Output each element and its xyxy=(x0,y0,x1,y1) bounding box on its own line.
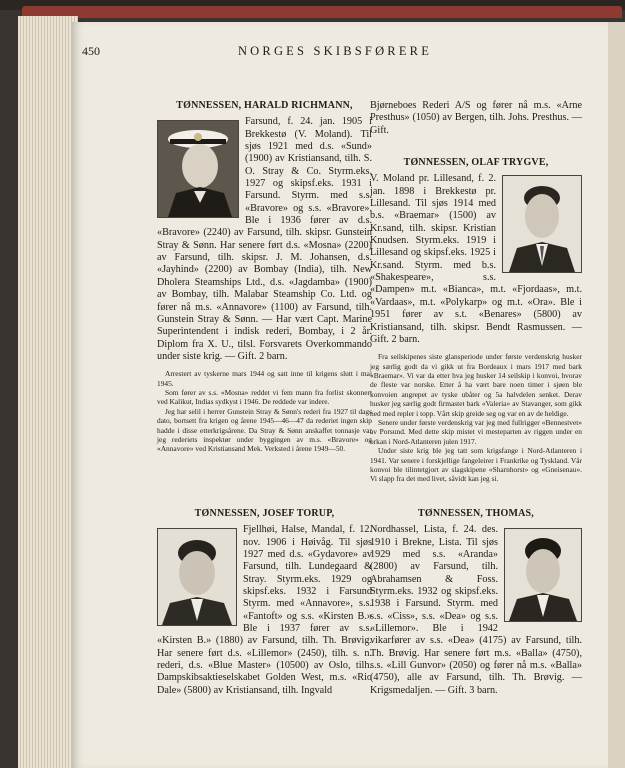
note: Senere under første verdenskrig var jeg med fullrigger «Bennestvet» av Porsund. Med dette skip mistet vi mesteparten av riggen under en orkan i Nord-Atlanteren julen 1917. xyxy=(370,418,582,446)
note: Under siste krig ble jeg tatt som krigsfange i Nord-Atlanteren i 1941. Var senere i forskjellige fangeleirer i Frankrike og Tyskland. Vår konvoi ble tilintetgjort av slagskipene «Sharnhorst» og «Gneisenau». Vi slapp fra det med livet, såvidt kan jeg si. xyxy=(370,446,582,484)
book-right-edge xyxy=(608,22,625,768)
entry-body-wrap xyxy=(157,116,372,363)
entry-thomas xyxy=(370,508,582,697)
entry-heading: TØNNESSEN, THOMAS, xyxy=(418,508,534,519)
page-edges xyxy=(18,16,78,768)
portrait-photo xyxy=(502,175,582,273)
entry-olaf xyxy=(370,100,582,484)
entry-heading: TØNNESSEN, HARALD RICHMANN, xyxy=(176,100,353,111)
entry-josef xyxy=(157,508,372,697)
entry-heading: TØNNESSEN, JOSEF TORUP, xyxy=(194,508,335,519)
note: Jeg har selil i herrer Gunstein Stray & Sønn's rederi fra 1927 til dags dato, bortsett fra krigen og årene 1945—46—47 da rederiet ingen skip hadde i disse etterkrigsårene. Da Stray & Sønn anskaffet tonnasje var jeg rederiets inspektør under byggingen av m.s. «Bravore» og «Annavore» ved Kristiansand Mek. Verksted i årene 1949—50. xyxy=(157,406,372,454)
entry-text: V. Moland pr. Lillesand, f. 2. jan. 1898 i Brekkestø pr. Lillesand. Til sjøs 1914 med b.s. «Braemar» (1500) av Kr.sand, tilh. skipsr. Kristian Knudsen. Styrm.eks. 1919 i Lillesand og skipsf.eks. 1925 i Kr.sand. Styrm. med b.s. «Shakespeare», s.s. «Dampen» m.t. «Bianca», m.t. «Fjordaas», m.t. «Vardaas», m.t. «Polykarp» og m.t. «Ora». Ble i 1951 fører av s.t. «Benares» (5800) av Kristiansand, tilh. skipsr. Bendt Rasmussen. — Gift. 2 barn. xyxy=(370,173,582,345)
entry-text: Fjellhøi, Halse, Mandal, f. 12. nov. 1906 i Høivåg. Til sjøs 1927 med d.s. «Gydavore» av Farsund, tilh. Lundegaard & Stray. Styrm.eks. 1929 og skipsf.eks. 1932 i Farsund Styrm. med «Annavore», s.s. «Fantoft» og s.s. «Kirsten B.» Ble i 1937 fører av s.s. «Kirsten B.» (1880) av Farsund, tilh. Th. Brøvig. Har senere ført d.s. «Lillemor» (2450), tilh. s. n. rederi, d.s. «Blue Master» (10500) av Oslo, tilh. Dampskibsaktieselskabet Golden West, m.s. «Rio Dale» (5800) av Kristiansand, tilh. Ingvald xyxy=(157,524,372,696)
entry-notes xyxy=(370,352,582,484)
portrait-photo xyxy=(157,120,239,218)
entry-notes xyxy=(157,369,372,454)
portrait-photo xyxy=(504,528,582,622)
entry-harald xyxy=(157,100,372,454)
note: Som fører av s.s. «Mosna» reddet vi fem mann fra forlist skonnert ved Kalikut, Indias sydkyst i 1946. De reddede var indere. xyxy=(157,388,372,407)
entry-heading: TØNNESSEN, OLAF TRYGVE, xyxy=(403,157,549,169)
note: Fra seilskipenes siste glansperiode under første verdenskrig husker jeg særlig godt da vi gikk ut fra Bordeaux i mars 1917 med bark «Braemar». Vi var da etter hva jeg husker 14 seilskip i konvoi, hvorav de fleste var norske. Etter å ha vært bare noen timer i sjøen ble konvoien angrepet av tyske ubåter og 5a halvdelen senket. Derav husker jeg særlig godt firmastet bark «Valeria» av Stavanger, som gikk ned med repler i topp. Vårt skip greide seg og var en av de heldige. xyxy=(370,352,582,418)
running-head: NORGES SKIBSFØRERE xyxy=(237,44,433,58)
portrait-photo xyxy=(157,528,237,626)
entry-text: Nordhassel, Lista, f. 24. des. 1910 i Brekne, Lista. Til sjøs 1929 med s.s. «Aranda» (2800) av Farsund, tilh. Abrahamsen & Foss. Styrm.eks. 1932 og skipsf.eks. 1938 i Farsund. Styrm. med s.s. «Ciss», s.s. «Dea» og s.s. «Lillemor». Ble i 1942 vikarfører av s.s. «Dea» (4175) av Farsund, tilh. Th. Brøvig. Har senere ført m.s. «Balla» (4750), s.s. «Lill Gunvor» (2050) og fører nå m.s. «Balla» (4750), alle av Farsund, tilh. Th. Brøvig. — Krigsmedaljen. — Gift. 3 barn. xyxy=(370,524,582,696)
entry-body-wrap xyxy=(157,524,372,697)
entry-continuation: Bjørneboes Rederi A/S og fører nå m.s. «Arne Presthus» (1050) av Bergen, tilh. Johs. Presthus. — Gift. xyxy=(370,100,582,136)
entry-body-wrap xyxy=(370,524,582,697)
entry-text: Farsund, f. 24. jan. 1905 i Brekkestø (V. Moland). Til sjøs 1921 med d.s. «Sund» (1900) av Kristiansand, tilh. S. O. Stray & Co. Styrm.eks. 1927 og skipsf.eks. 1931 i Farsund. Styrm. med s.s. «Bravore» og s.s. «Bravore». Ble i 1936 fører av d.s. «Bravore» (2240) av Farsund, tilh. skipsr. Gunstein Stray & Sønn. Har senere ført d.s. «Mosna» (2200) av Farsund, tilh. skipsr. J. M. Johansen, d.s. «Jayhind» (2200) av Bombay (India), tilh. New Dholera Steamships Ltd., d.s. «Jagdamba» (1900) av Bombay, tilh. Malabar Steamship Co. Ltd. og fører nå m.s. «Annavore» (1100) av Farsund, tilh. Gunstein Stray & Sønn. — Har vært Capt. Marine Superintendent i indisk rederi, Bombay, i 2 år. Diplom fra X. U., tilsl. Forsvarets Overkommando under siste krig. — Gift. 2 barn. xyxy=(157,116,372,362)
book-cover-edge xyxy=(22,6,622,18)
page-number: 450 xyxy=(82,44,100,58)
entry-body-wrap xyxy=(370,173,582,346)
note: Arrestert av tyskerne mars 1944 og satt inne til krigens slutt i mai 1945. xyxy=(157,369,372,388)
